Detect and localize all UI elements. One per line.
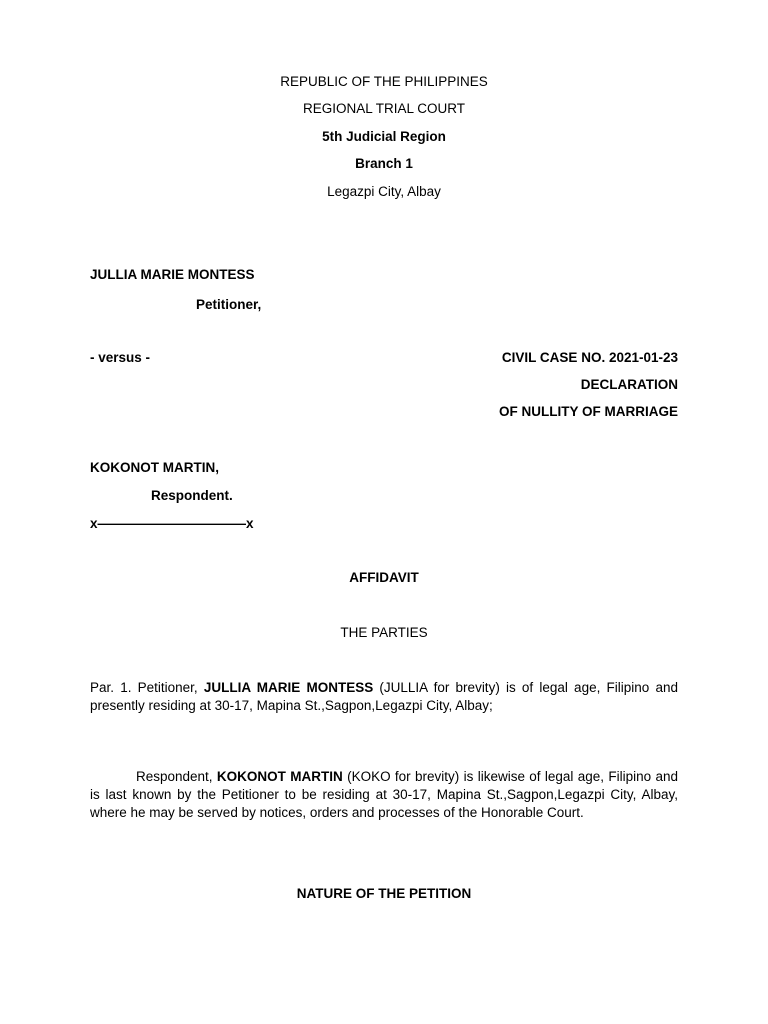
par1-prefix: Par. 1. Petitioner, [90,680,204,695]
case-nature-line1: DECLARATION [580,377,678,392]
court-name: REGIONAL TRIAL COURT [302,101,466,116]
respondent-role: Respondent. [151,488,233,503]
court-region: 5th Judicial Region [322,129,446,144]
document-title: AFFIDAVIT [349,570,419,585]
paragraph-2 [90,768,678,822]
paragraph-1 [90,679,678,715]
caption-separator: x———————————x [90,516,254,531]
par1-rest: (JULLIA for brevity) is of legal age, Filipino and presently residing at 30-17, Mapina St.,Sagpon,Legazpi City, Albay; [90,680,678,713]
petitioner-role: Petitioner, [196,297,262,312]
court-branch: Branch 1 [355,156,413,171]
respondent-name: KOKONOT MARTIN, [90,460,219,475]
par2-prefix: Respondent, [136,769,217,784]
versus-label: - versus - [90,350,151,365]
court-republic: REPUBLIC OF THE PHILIPPINES [280,74,488,89]
section-nature-heading: NATURE OF THE PETITION [296,886,472,901]
court-location: Legazpi City, Albay [327,184,441,199]
par2-rest: (KOKO for brevity) is likewise of legal age, Filipino and is last known by the Petitioner to be residing at 30-17, Mapina St.,Sagpon,Legazpi City, Albay, where he may be served by notices, orders and processes of the Honorable Court. [90,769,678,820]
petitioner-name: JULLIA MARIE MONTESS [90,267,255,282]
par1-name: JULLIA MARIE MONTESS [203,680,374,695]
case-nature-line2: OF NULLITY OF MARRIAGE [499,404,678,419]
case-number: CIVIL CASE NO. 2021-01-23 [501,350,678,365]
section-parties-heading: THE PARTIES [340,625,428,640]
par2-name: KOKONOT MARTIN [216,769,343,784]
